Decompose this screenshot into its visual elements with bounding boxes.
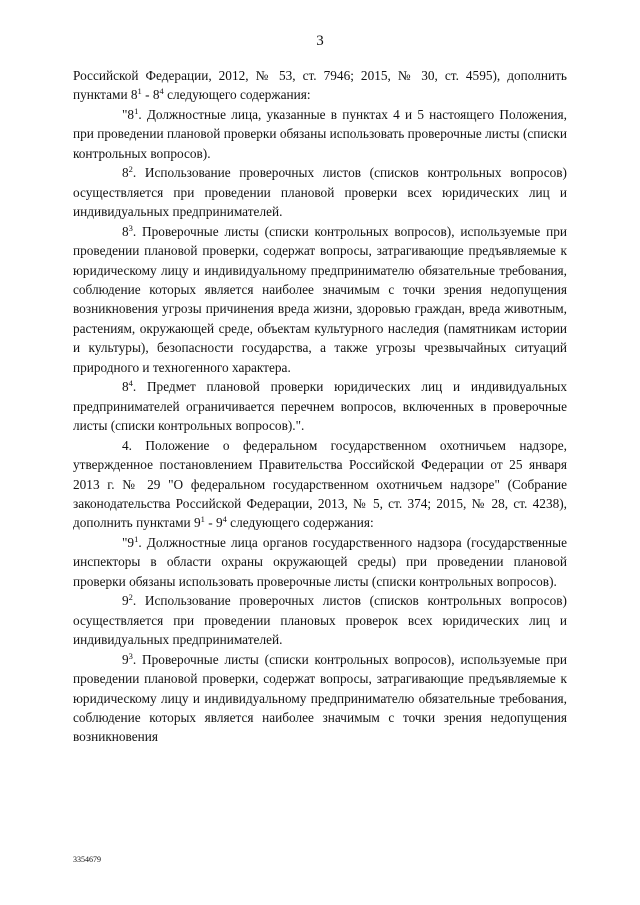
paragraph-text: . Проверочные листы (списки контрольных вопросов), используемые при проведении плановой проверки, содержат вопросы, затрагивающие предъявляемые к юридическому лицу и индивидуальному предпринимателю обязательные требования, соблюдение которых является наиболее значимым с точки зрения недопущения возникновения bbox=[73, 651, 567, 745]
superscript: 1 bbox=[200, 514, 205, 525]
paragraph-text: . Предмет плановой проверки юридических лиц и индивидуальных предпринимателей ограничивается перечнем вопросов, включенных в проверочные листы (списки контрольных вопросов).". bbox=[73, 379, 567, 434]
superscript: 2 bbox=[128, 592, 133, 603]
superscript: 1 bbox=[134, 105, 139, 116]
superscript: 4 bbox=[128, 378, 133, 389]
paragraph-text: 8 bbox=[122, 379, 129, 395]
paragraph bbox=[73, 163, 567, 221]
paragraph-text: . Использование проверочных листов (списков контрольных вопросов) осуществляется при проведении плановой проверки всех юридических лиц и индивидуальных предпринимателей. bbox=[73, 165, 567, 220]
paragraph-text: 4. Положение о федеральном государственном охотничьем надзоре, утвержденное постановлением Правительства Российской Федерации от 25 января 2013 г. № 29 "О федеральном государственном охотничьем надзоре" (Собрание законодательства Российской Федерации, 2013, № 5, ст. 374; 2015, № 28, ст. 4238), дополнить пунктами 9 bbox=[73, 437, 567, 531]
paragraph-text: . Проверочные листы (списки контрольных вопросов), используемые при проведении плановой проверки, содержат вопросы, затрагивающие предъявляемые к юридическому лицу и индивидуальному предпринимателю обязательные требования, соблюдение которых является наиболее значимым с точки зрения недопущения возникновения угрозы причинения вреда жизни, здоровью граждан, вреда животным, растениям, окружающей среде, объектам культурного наследия (памятникам истории и культуры), безопасности государства, а также угрозы чрезвычайных ситуаций природного и техногенного характера. bbox=[73, 223, 567, 375]
superscript: 3 bbox=[128, 650, 133, 661]
paragraph-text: следующего содержания: bbox=[163, 87, 311, 103]
paragraph-text: . Должностные лица, указанные в пунктах 4 и 5 настоящего Положения, при проведении плановой проверки обязаны использовать проверочные листы (списки контрольных вопросов). bbox=[73, 106, 567, 161]
paragraph bbox=[73, 591, 567, 649]
paragraph-text: следующего содержания: bbox=[226, 515, 374, 531]
paragraph bbox=[73, 66, 567, 105]
paragraph-text: "8 bbox=[122, 106, 135, 122]
superscript: 1 bbox=[134, 533, 139, 544]
paragraph bbox=[73, 377, 567, 435]
document-body bbox=[73, 66, 567, 747]
paragraph bbox=[73, 650, 567, 747]
paragraph bbox=[73, 436, 567, 533]
paragraph-text: 9 bbox=[122, 651, 129, 667]
superscript: 1 bbox=[137, 86, 142, 97]
document-code: 3354679 bbox=[73, 855, 101, 864]
paragraph bbox=[73, 105, 567, 163]
superscript: 2 bbox=[128, 164, 133, 175]
page-number: 3 bbox=[316, 33, 324, 49]
superscript: 4 bbox=[222, 514, 227, 525]
superscript: 3 bbox=[128, 222, 133, 233]
paragraph-text: - 9 bbox=[204, 515, 223, 531]
paragraph bbox=[73, 533, 567, 591]
paragraph-text: . Использование проверочных листов (списков контрольных вопросов) осуществляется при проведении плановых проверок всех юридических лиц и индивидуальных предпринимателей. bbox=[73, 593, 567, 648]
paragraph-text: . Должностные лица органов государственного надзора (государственные инспекторы в области охраны окружающей среды) при проведении плановой проверки обязаны использовать проверочные листы (списки контрольных вопросов). bbox=[73, 534, 567, 589]
paragraph-text: 8 bbox=[122, 223, 129, 239]
paragraph-text: 8 bbox=[122, 165, 129, 181]
paragraph-text: - 8 bbox=[141, 87, 160, 103]
paragraph-text: Российской Федерации, 2012, № 53, ст. 7946; 2015, № 30, ст. 4595), дополнить пунктами 8 bbox=[73, 68, 567, 103]
paragraph-text: "9 bbox=[122, 534, 135, 550]
paragraph-text: 9 bbox=[122, 593, 129, 609]
paragraph bbox=[73, 222, 567, 378]
superscript: 4 bbox=[159, 86, 164, 97]
